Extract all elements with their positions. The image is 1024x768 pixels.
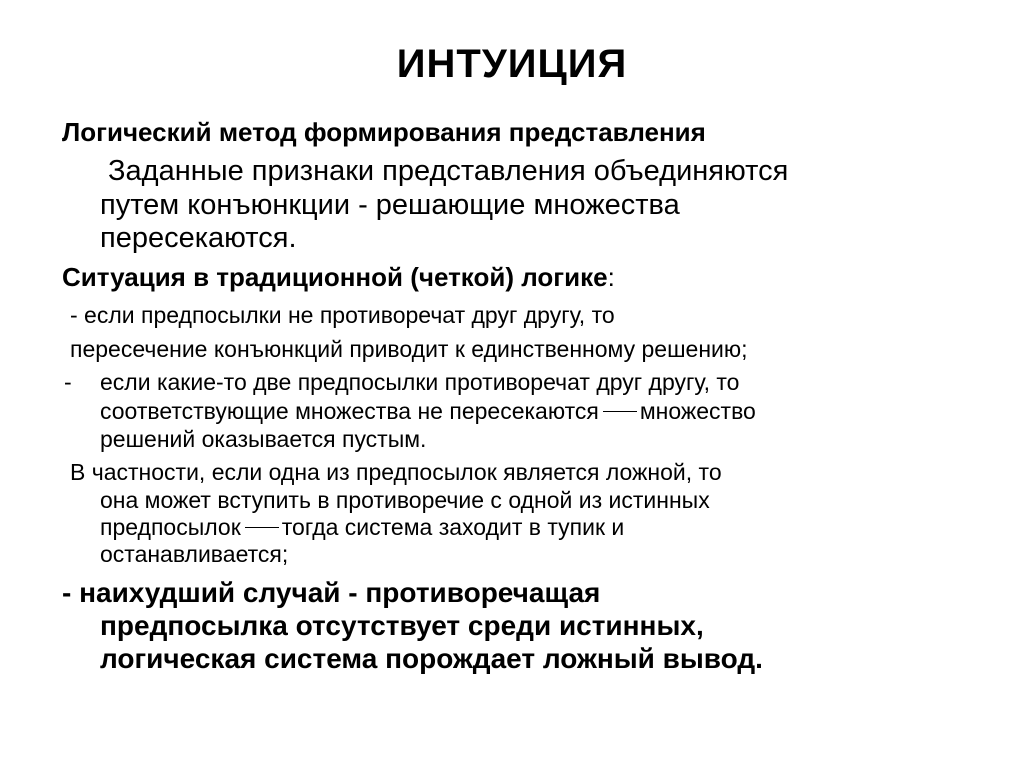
- item2-line3: решений оказывается пустым.: [100, 426, 427, 452]
- item3-line2: она может вступить в противоречие с одной из истинных: [100, 487, 710, 513]
- item3-line3-text-b: тогда система заходит в тупик и: [281, 514, 625, 540]
- situation-heading: [62, 262, 615, 292]
- em-dash-line: [245, 527, 279, 528]
- para1-line3: пересекаются.: [100, 222, 297, 254]
- worst-line2: предпосылка отсутствует среди истинных,: [100, 610, 704, 641]
- situation-colon: :: [607, 262, 615, 292]
- para1-line1: Заданные признаки представления объединяются: [108, 155, 789, 187]
- item3-line1: В частности, если одна из предпосылок является ложной, то: [70, 459, 722, 485]
- para1-line2: путем конъюнкции - решающие множества: [100, 189, 680, 221]
- item1-line1: - если предпосылки не противоречат друг другу, то: [70, 302, 615, 328]
- item2-line2-text-a: соответствующие множества не пересекаются: [100, 398, 599, 424]
- item2-line1: если какие-то две предпосылки противоречат друг другу, то: [100, 369, 740, 395]
- item3-line4: останавливается;: [100, 541, 289, 567]
- situation-heading-text: Ситуация в традиционной (четкой) логике: [62, 262, 608, 292]
- item2-line2: [100, 397, 756, 425]
- item1-line2: пересечение конъюнкций приводит к единственному решению;: [70, 336, 748, 362]
- item3-line3: [100, 513, 624, 541]
- item3-line3-text-a: предпосылок: [100, 514, 241, 540]
- worst-line1: - наихудший случай - противоречащая: [62, 577, 601, 608]
- item2-line2-text-b: множество: [639, 398, 756, 424]
- worst-line3: логическая система порождает ложный вывод.: [100, 643, 763, 674]
- subtitle-heading: Логический метод формирования представления: [62, 117, 706, 147]
- slide-title: ИНТУИЦИЯ: [396, 42, 628, 86]
- item2-bullet: -: [64, 369, 72, 395]
- em-dash-line: [603, 411, 637, 412]
